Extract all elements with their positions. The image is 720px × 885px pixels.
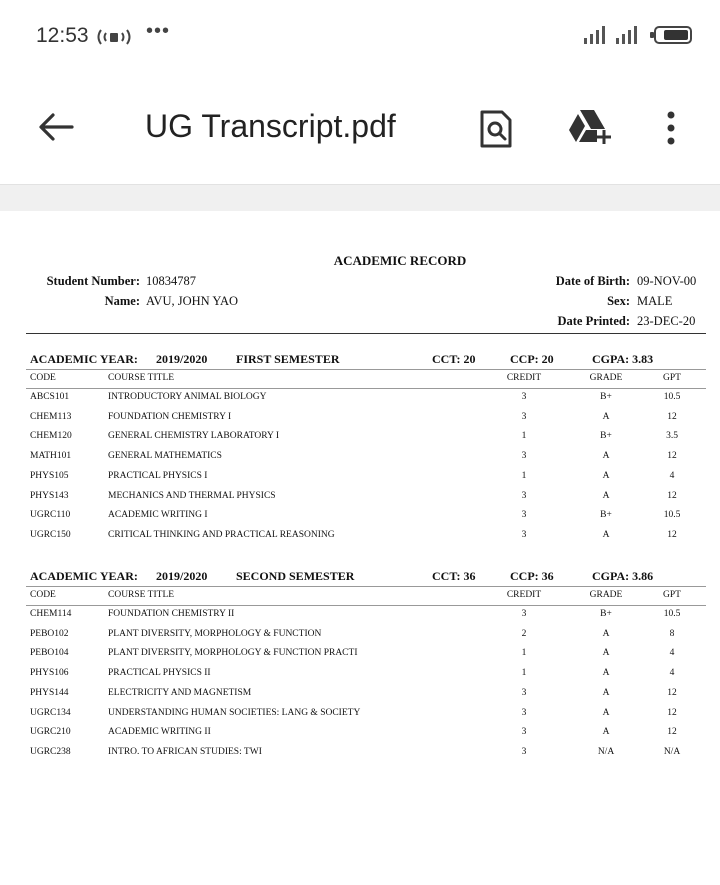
course-grade: A xyxy=(602,668,610,679)
date-printed-label: Date Printed: xyxy=(557,314,630,328)
course-credit: 3 xyxy=(521,411,527,422)
cgpa-value: CGPA: 3.83 xyxy=(592,352,654,366)
col-title: COURSE TITLE xyxy=(108,590,175,600)
table-row xyxy=(0,530,720,546)
course-gpt: 12 xyxy=(667,490,677,501)
course-credit: 3 xyxy=(521,529,527,540)
battery-icon xyxy=(654,26,692,44)
year-value: 2019/2020 xyxy=(156,569,208,583)
course-code: PEBO104 xyxy=(30,648,69,659)
year-value: 2019/2020 xyxy=(156,352,208,366)
course-code: PHYS106 xyxy=(30,668,69,679)
ccp-value: CCP: 20 xyxy=(510,352,554,366)
course-title: PRACTICAL PHYSICS I xyxy=(108,470,208,481)
course-credit: 3 xyxy=(521,727,527,738)
course-grade: B+ xyxy=(600,431,612,442)
course-title: PLANT DIVERSITY, MORPHOLOGY & FUNCTION PRACTI xyxy=(108,648,358,659)
more-options-icon[interactable] xyxy=(665,110,677,151)
table-row xyxy=(0,491,720,507)
ccp-value: CCP: 36 xyxy=(510,569,554,583)
find-in-page-icon[interactable] xyxy=(478,110,514,153)
course-credit: 3 xyxy=(521,510,527,521)
course-credit: 3 xyxy=(521,746,527,757)
course-title: ELECTRICITY AND MAGNETISM xyxy=(108,687,252,698)
course-grade: B+ xyxy=(600,609,612,619)
name-label: Name: xyxy=(104,294,140,308)
course-grade: B+ xyxy=(600,392,612,402)
table-row xyxy=(0,747,720,763)
course-title: INTRODUCTORY ANIMAL BIOLOGY xyxy=(108,392,267,402)
course-grade: A xyxy=(602,707,610,718)
course-gpt: 12 xyxy=(667,411,677,422)
col-credit: CREDIT xyxy=(506,373,542,383)
document-title: UG Transcript.pdf xyxy=(145,108,396,144)
table-row xyxy=(0,668,720,684)
table-row xyxy=(0,648,720,664)
table-row xyxy=(0,609,720,625)
course-gpt: 4 xyxy=(669,668,675,679)
course-grade: N/A xyxy=(597,746,615,757)
course-grade: A xyxy=(602,687,610,698)
student-number-value: 10834787 xyxy=(146,274,196,288)
course-gpt: 10.5 xyxy=(663,392,681,402)
course-gpt: 12 xyxy=(667,529,677,540)
semester-header xyxy=(0,569,720,585)
course-title: ACADEMIC WRITING II xyxy=(108,727,211,738)
course-grade: A xyxy=(602,470,610,481)
pdf-page xyxy=(0,211,720,885)
more-notifications-icon: ••• xyxy=(146,20,171,42)
app-bar xyxy=(0,72,720,185)
col-code: CODE xyxy=(30,590,56,600)
table-row xyxy=(0,688,720,704)
status-bar xyxy=(0,0,720,72)
course-gpt: 3.5 xyxy=(666,431,678,442)
table-row xyxy=(0,510,720,526)
column-divider xyxy=(26,388,706,389)
semester-divider xyxy=(26,586,706,587)
col-code: CODE xyxy=(30,373,56,383)
course-code: PHYS143 xyxy=(30,490,69,501)
course-code: CHEM113 xyxy=(30,411,72,422)
signal-icon xyxy=(584,24,648,51)
course-code: ABCS101 xyxy=(30,392,70,402)
table-row xyxy=(0,727,720,743)
course-code: UGRC238 xyxy=(30,746,71,757)
course-title: FOUNDATION CHEMISTRY I xyxy=(108,411,232,422)
page-gutter xyxy=(0,185,720,211)
course-gpt: 12 xyxy=(667,727,677,738)
course-title: MECHANICS AND THERMAL PHYSICS xyxy=(108,490,276,501)
course-title: FOUNDATION CHEMISTRY II xyxy=(108,609,235,619)
student-number-label: Student Number: xyxy=(46,274,140,288)
sex-value: MALE xyxy=(637,294,673,308)
course-gpt: 12 xyxy=(667,707,677,718)
col-grade: GRADE xyxy=(589,373,623,383)
table-row xyxy=(0,629,720,645)
course-credit: 3 xyxy=(521,392,527,402)
column-headers xyxy=(0,590,720,606)
course-credit: 3 xyxy=(521,451,527,462)
name-value: AVU, JOHN YAO xyxy=(146,294,239,308)
course-title: GENERAL MATHEMATICS xyxy=(108,451,222,462)
course-title: ACADEMIC WRITING I xyxy=(108,510,208,521)
table-row xyxy=(0,451,720,467)
course-code: MATH101 xyxy=(30,451,72,462)
hotspot-icon xyxy=(96,28,132,51)
course-code: UGRC210 xyxy=(30,727,71,738)
status-time: 12:53 xyxy=(36,24,89,47)
semester-header xyxy=(0,352,720,368)
year-label: ACADEMIC YEAR: xyxy=(30,569,138,583)
col-gpt: GPT xyxy=(663,590,681,600)
course-title: INTRO. TO AFRICAN STUDIES: TWI xyxy=(108,746,262,757)
dob-value: 09-NOV-00 xyxy=(637,274,697,288)
col-grade: GRADE xyxy=(589,590,623,600)
course-grade: A xyxy=(602,648,610,659)
add-to-drive-icon[interactable] xyxy=(567,108,611,151)
semester-name: FIRST SEMESTER xyxy=(236,352,340,366)
column-divider xyxy=(26,605,706,606)
course-code: UGRC110 xyxy=(30,510,71,521)
record-title: ACADEMIC RECORD xyxy=(333,253,467,268)
header-divider xyxy=(26,333,706,334)
course-title: GENERAL CHEMISTRY LABORATORY I xyxy=(108,431,280,442)
col-gpt: GPT xyxy=(663,373,681,383)
sex-label: Sex: xyxy=(607,294,630,308)
table-row xyxy=(0,708,720,724)
course-credit: 1 xyxy=(521,431,527,442)
course-credit: 1 xyxy=(521,470,527,481)
semester-divider xyxy=(26,369,706,370)
course-code: CHEM120 xyxy=(30,431,72,442)
course-grade: B+ xyxy=(600,510,612,521)
course-grade: A xyxy=(602,628,610,639)
course-title: UNDERSTANDING HUMAN SOCIETIES: LANG & SOCIETY xyxy=(108,707,361,718)
course-grade: A xyxy=(602,490,610,501)
course-credit: 1 xyxy=(521,668,527,679)
course-credit: 3 xyxy=(521,687,527,698)
course-credit: 1 xyxy=(521,648,527,659)
course-gpt: 12 xyxy=(667,451,677,462)
col-title: COURSE TITLE xyxy=(108,373,175,383)
cct-value: CCT: 36 xyxy=(432,569,476,583)
col-credit: CREDIT xyxy=(506,590,542,600)
course-credit: 3 xyxy=(521,609,527,619)
course-gpt: 10.5 xyxy=(663,609,681,619)
course-code: PEBO102 xyxy=(30,628,69,639)
course-grade: A xyxy=(602,411,610,422)
date-printed-value: 23-DEC-20 xyxy=(637,314,696,328)
course-gpt: 4 xyxy=(669,470,675,481)
course-grade: A xyxy=(602,451,610,462)
column-headers xyxy=(0,373,720,389)
course-code: PHYS144 xyxy=(30,687,69,698)
table-row xyxy=(0,431,720,447)
course-code: CHEM114 xyxy=(30,609,72,619)
course-gpt: 10.5 xyxy=(663,510,681,521)
cct-value: CCT: 20 xyxy=(432,352,476,366)
course-code: UGRC150 xyxy=(30,529,71,540)
dob-label: Date of Birth: xyxy=(555,274,630,288)
table-row xyxy=(0,471,720,487)
course-credit: 3 xyxy=(521,707,527,718)
table-row xyxy=(0,412,720,428)
course-title: PRACTICAL PHYSICS II xyxy=(108,668,211,679)
course-gpt: 8 xyxy=(669,628,675,639)
table-row xyxy=(0,392,720,408)
course-gpt: N/A xyxy=(663,746,681,757)
semester-name: SECOND SEMESTER xyxy=(236,569,355,583)
course-title: PLANT DIVERSITY, MORPHOLOGY & FUNCTION xyxy=(108,628,322,639)
course-grade: A xyxy=(602,727,610,738)
course-code: UGRC134 xyxy=(30,707,71,718)
course-credit: 2 xyxy=(521,628,527,639)
year-label: ACADEMIC YEAR: xyxy=(30,352,138,366)
course-title: CRITICAL THINKING AND PRACTICAL REASONING xyxy=(108,529,335,540)
back-arrow-icon[interactable] xyxy=(38,112,74,147)
course-grade: A xyxy=(602,529,610,540)
course-code: PHYS105 xyxy=(30,470,69,481)
course-gpt: 4 xyxy=(669,648,675,659)
cgpa-value: CGPA: 3.86 xyxy=(592,569,654,583)
course-gpt: 12 xyxy=(667,687,677,698)
course-credit: 3 xyxy=(521,490,527,501)
